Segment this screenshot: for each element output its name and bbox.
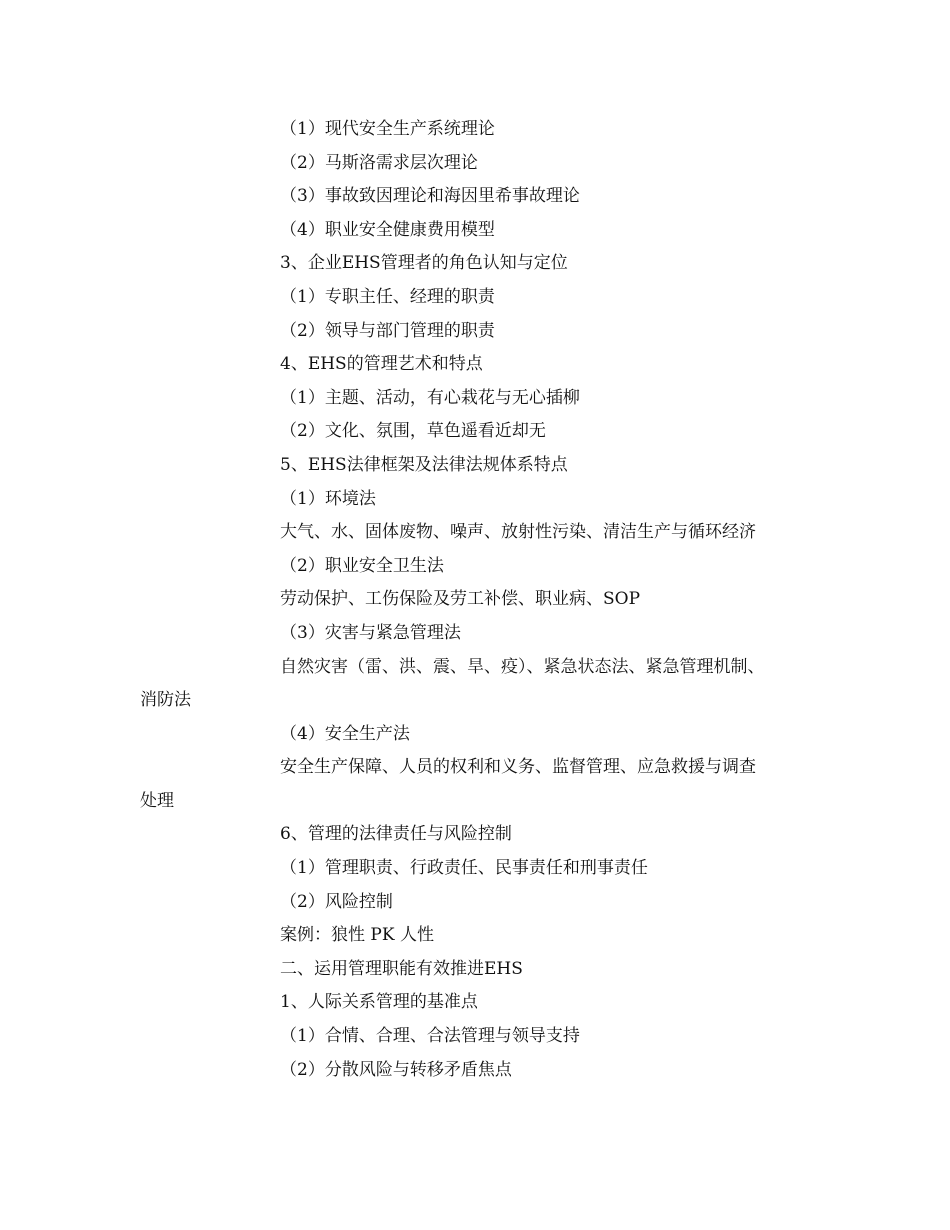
list-item: （1）专职主任、经理的职责 <box>280 286 495 307</box>
paragraph-text: 劳动保护、工伤保险及劳工补偿、职业病、SOP <box>280 589 641 610</box>
list-item: （1）现代安全生产系统理论 <box>280 119 495 139</box>
list-item: （4）安全生产法 <box>280 723 410 744</box>
section-heading: 5、EHS法律框架及法律法规体系特点 <box>280 454 568 475</box>
section-heading: 3、企业EHS管理者的角色认知与定位 <box>280 253 568 274</box>
list-item: （1）主题、活动，有心栽花与无心插柳 <box>280 387 580 408</box>
list-item: （1）合情、合理、合法管理与领导支持 <box>280 1026 580 1047</box>
section-heading: 4、EHS的管理艺术和特点 <box>280 354 483 375</box>
list-item: （3）灾害与紧急管理法 <box>280 622 461 643</box>
list-item: （2）领导与部门管理的职责 <box>280 320 495 341</box>
list-item: （2）风险控制 <box>280 891 393 912</box>
list-item: （2）职业安全卫生法 <box>280 555 444 576</box>
paragraph-text: 大气、水、固体废物、噪声、放射性污染、清洁生产与循环经济 <box>280 522 756 543</box>
section-heading: 1、人际关系管理的基准点 <box>280 992 478 1013</box>
list-item: （2）文化、氛围，草色遥看近却无 <box>280 421 546 442</box>
list-item: （2）马斯洛需求层次理论 <box>280 152 478 173</box>
section-heading: 6、管理的法律责任与风险控制 <box>280 824 512 845</box>
chapter-heading: 二、运用管理职能有效推进EHS <box>280 958 523 979</box>
case-example: 案例：狼性 PK 人性 <box>280 925 434 946</box>
paragraph-continuation: 消防法 <box>140 690 191 711</box>
paragraph-continuation: 处理 <box>140 790 174 811</box>
document-body <box>140 113 840 1087</box>
list-item: （3）事故致因理论和海因里希事故理论 <box>280 186 580 207</box>
paragraph-text: 安全生产保障、人员的权利和义务、监督管理、应急救援与调查 <box>280 757 756 778</box>
paragraph-text: 自然灾害（雷、洪、震、旱、疫）、紧急状态法、紧急管理机制、 <box>280 656 765 677</box>
list-item: （1）管理职责、行政责任、民事责任和刑事责任 <box>280 858 648 879</box>
list-item: （1）环境法 <box>280 488 376 509</box>
list-item: （2）分散风险与转移矛盾焦点 <box>280 1059 512 1080</box>
list-item: （4）职业安全健康费用模型 <box>280 219 495 240</box>
